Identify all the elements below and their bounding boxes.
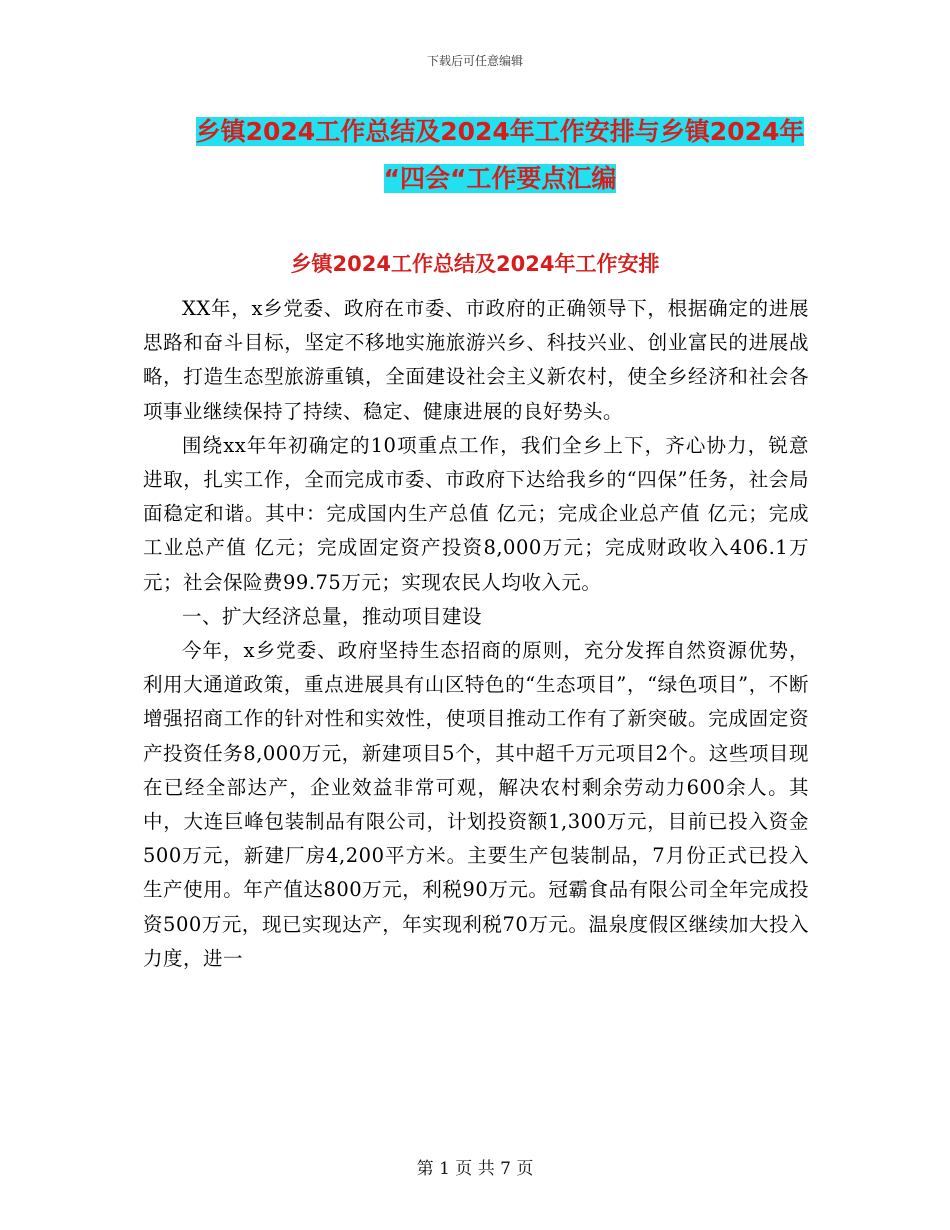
paragraph-projects: 今年，x乡党委、政府坚持生态招商的原则，充分发挥自然资源优势，利用大通道政策，重点进展具有山区特色的“生态项目”，“绿色项目”，不断增强招商工作的针对性和实效性，使项目推动工作有了新突破。完成固定资产投资任务8,000万元，新建项目5个，其中超千万元项目2个。这些项目现在已经全部达产，企业效益非常可观，解决农村剩余劳动力600余人。其中，大连巨峰包装制品有限公司，计划投资额1,300万元，目前已投入资金500万元，新建厂房4,200平方米。主要生产包装制品，7月份正式已投入生产使用。年产值达800万元，利税90万元。冠霸食品有限公司全年完成投资500万元，现已实现达产，年实现利税70万元。温泉度假区继续加大投入力度，进一 <box>143 639 809 970</box>
page-header-note: 下载后可任意编辑 <box>426 54 523 68</box>
page-footer: 第 1 页 共 7 页 <box>416 1159 534 1179</box>
paragraph-intro: XX年，x乡党委、政府在市委、市政府的正确领导下，根据确定的进展思路和奋斗目标，坚定不移地实施旅游兴乡、科技兴业、创业富民的进展战略，打造生态型旅游重镇，全面建设社会主义新农村，使全乡经济和社会各项事业继续保持了持续、稳定、健康进展的良好势头。 <box>143 297 809 423</box>
document-body <box>143 292 809 976</box>
document-title-line-1: 乡镇2024工作总结及2024年工作安排与乡镇2024年 <box>195 117 805 146</box>
paragraph-heading-1: 一、扩大经济总量，推动项目建设 <box>182 604 483 628</box>
document-title-line-2: “四会“工作要点汇编 <box>383 164 617 193</box>
section-title: 乡镇2024工作总结及2024年工作安排 <box>290 252 660 276</box>
document-title <box>140 108 860 202</box>
paragraph-key-work: 围绕xx年年初确定的10项重点工作，我们全乡上下，齐心协力，锐意进取，扎实工作，全而完成市委、市政府下达给我乡的“四保”任务，社会局面稳定和谐。其中：完成国内生产总值 亿元；完成企业总产值 亿元；完成工业总产值 亿元；完成固定资产投资8,000万元；完成财政收入406.1万元；社会保险费99.75万元；实现农民人均收入元。 <box>143 433 809 594</box>
